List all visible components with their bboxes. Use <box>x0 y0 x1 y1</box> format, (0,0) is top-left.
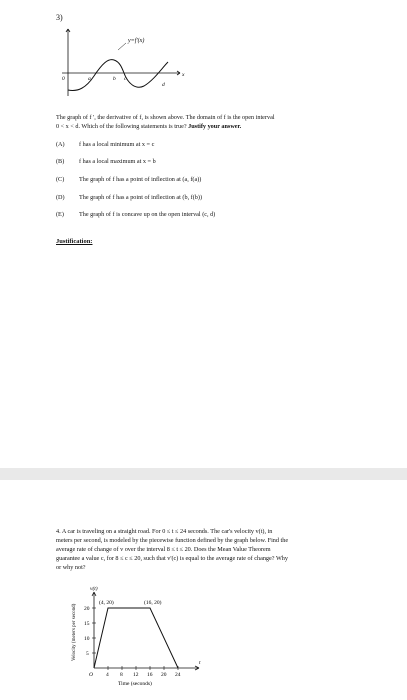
option-a-text: f has a local minimum at x = c <box>79 141 155 148</box>
problem-4-line-3: average rate of change of v over the interval 8 ≤ t ≤ 20. Does the Mean Value Theorem <box>56 546 271 553</box>
point-label-16-20: (16, 20) <box>144 600 162 606</box>
y-tick-15: 15 <box>84 621 90 627</box>
y-tick-5: 5 <box>86 651 89 657</box>
tick-label-0: 0 <box>62 76 65 82</box>
problem-4-line-2: meters per second, is modeled by the piecewise function defined by the graph below. Find the <box>56 537 289 544</box>
worksheet-page-2 <box>0 480 407 700</box>
x-tick-16: 16 <box>147 672 153 678</box>
question-prompt-line-1: The graph of f ', the derivative of f, is shown above. The domain of f is the open interval <box>56 114 275 121</box>
tick-label-a: a <box>88 76 91 82</box>
problem-4-line-5: or why not? <box>56 564 86 571</box>
option-b-text: f has a local maximum at x = b <box>79 158 156 165</box>
x-tick-8: 8 <box>120 672 123 678</box>
x-axis-title: Time (seconds) <box>118 681 152 687</box>
y-tick-10: 10 <box>84 636 90 642</box>
y-axis-title: Velocity (meters per second) <box>72 603 77 661</box>
option-a-letter: (A) <box>56 141 65 148</box>
option-d-letter: (D) <box>56 194 65 201</box>
curve-label: y=f'(x) <box>128 38 145 44</box>
x-tick-24: 24 <box>175 672 181 678</box>
velocity-line <box>94 608 178 668</box>
justification-heading: Justification: <box>56 238 93 245</box>
point-label-4-20: (4, 20) <box>99 600 114 606</box>
prompt-plain-text: 0 < x < d. Which of the following statements is true? <box>56 123 189 130</box>
option-b-letter: (B) <box>56 158 65 165</box>
tick-label-b: b <box>113 76 116 82</box>
derivative-graph <box>58 28 188 103</box>
option-e-letter: (E) <box>56 211 64 218</box>
question-number: 3) <box>56 13 63 22</box>
x-tick-12: 12 <box>133 672 139 678</box>
problem-4-line-4: guarantee a value c, for 8 ≤ c ≤ 20, such that v'(c) is equal to the average rate of change? Why <box>56 555 288 562</box>
velocity-graph <box>62 583 212 693</box>
x-axis-label: x <box>182 72 185 78</box>
option-d-text: The graph of f has a point of inflection at (b, f(b)) <box>79 194 203 201</box>
tick-label-d: d <box>162 82 165 88</box>
justify-instruction: Justify your answer. <box>188 123 242 130</box>
velocity-axis-top-label: v(t) <box>90 586 98 592</box>
option-c-text: The graph of f has a point of inflection at (a, f(a)) <box>79 176 202 183</box>
option-e-text: The graph of f is concave up on the open interval (c, d) <box>79 211 216 218</box>
problem-4-line-1: 4. A car is traveling on a straight road. For 0 ≤ t ≤ 24 seconds. The car's velocity v(t), in <box>56 528 273 535</box>
t-axis-label: t <box>199 660 201 666</box>
tick-label-c: c <box>124 76 127 82</box>
x-tick-origin: O <box>89 672 93 678</box>
option-c-letter: (C) <box>56 176 65 183</box>
y-tick-20: 20 <box>84 606 90 612</box>
question-prompt-line-2 <box>56 122 356 131</box>
x-tick-20: 20 <box>161 672 167 678</box>
x-tick-4: 4 <box>106 672 109 678</box>
